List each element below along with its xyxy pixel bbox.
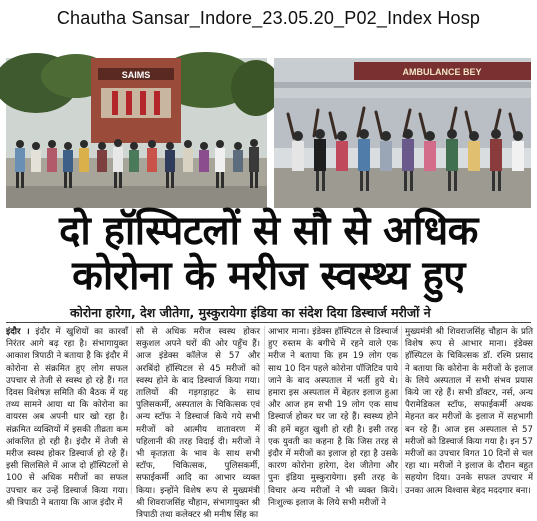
article-text-col-4: मुख्यमंत्री श्री शिवराजसिंह चौहान के प्रति विशेष रूप से आभार माना। इंडेक्स हॉस्पिटल के चिकित्सक डॉ. रश्मि प्रसाद ने बताया कि कोरोना के मरीजों के इलाज के लिये अस्पताल में सभी संभव प्रयास किये जा रहे हैं। सभी डॉक्टर, नर्स, अन्य पैरामेडिकल स्टॉफ, सफाईकर्मी अथक मेहनत कर मरीजों के इलाज में सहभागी बन रहे हैं। आज इस अस्पताल से 57 मरीजों को डिस्चार्ज किया गया है। इन 57 मरीजों का उपचार विगत 10 दिनों से चल रहा था। मरीजों ने इलाज के दौरान बहुत सहयोग दिया। उनके सफल उपचार में उनका आत्म विश्वास बेहद मददगार बना। <box>405 327 533 496</box>
hospital-sign-left: SAIMS <box>121 70 151 80</box>
column-separator <box>401 326 402 494</box>
page-caption: Chautha Sansar_Indore_23.05.20_P02_Index Hosp <box>56 8 481 28</box>
hospital-photo-left <box>6 58 267 208</box>
column-separator <box>131 326 132 494</box>
column-separator <box>264 326 265 494</box>
hospital-scene-right <box>274 58 531 208</box>
article-column-3 <box>268 326 398 508</box>
headline-line-1: दो हॉस्पिटलों से सौ से अधिक <box>59 208 478 254</box>
article-column-2 <box>136 326 260 521</box>
hospital-photo-right <box>274 58 531 208</box>
article-column-4 <box>405 326 533 498</box>
dateline: इंदौर । <box>6 327 30 337</box>
hospital-scene-left <box>6 58 267 208</box>
article-text-col-3: आभार माना। इंडेक्स हॉस्पिटल से डिस्चार्ज हुए रुस्तम के बगीचे में रहने वाले एक मरीज ने बताया कि हम 19 लोग एक साथ 10 दिन पहले कोरोना पॉजिटिव पाये जाने के बाद अस्पताल में भर्ती हुये थे। हमारा इस अस्पताल में बेहतर इलाज हुआ और आज हम सभी 19 लोग एक साथ डिस्चार्ज होकर घर जा रहे हैं। स्वस्थ्य होने की हमें बहुत खुशी हो रही है। इसी तरह एक युवती का कहना है कि जिस तरह से इंदौर में मरीजों का इलाज हो रहा है उसके कारण कोरोना हारेगा, देश जीतेगा और पुनः इंडिया मुस्कुरायेगा। इसी तरह के विचार अन्य मरीजों ने भी व्यक्त किये। निःशुल्क इलाज के लिये सभी मरीजों ने <box>268 327 398 508</box>
subheadline: कोरोना हारेगा, देश जीतेगा, मुस्कुरायेगा इंडिया का संदेश दिया डिस्चार्ज मरीजों ने <box>70 305 431 320</box>
ambulance-sign: AMBULANCE BEY <box>402 67 482 77</box>
article-text-col-2: सौ से अधिक मरीज स्वस्थ होकर सकुशल अपने घरों की ओर पहुँच हैं। आज इंडेक्स कॉलेज से 57 और अरबिंदो हॉस्पिटल से 45 मरीजों को स्वस्थ होने के बाद डिस्चार्ज किया गया। तालियों की गड़गड़ाहट के साथ पुलिसकर्मी, अस्पताल के चिकित्सक एवं अन्य स्टॉफ ने डिस्चार्ज किये गये सभी मरीजों को आत्मीय वातावरण में पहिलानी की तरह विदाई दी। मरीजों ने भी कृतज्ञता के भाव के साथ सभी स्टॉफ, चिकित्सक, पुलिसकर्मी, सफाईकर्मी आदि का आभार व्यक्त किया। इन्होंने विशेष रूप से मुख्यमंत्री श्री शिवराजसिंह चौहान, संभागायुक्त श्री त्रिपाठी तथा कलेक्टर श्री मनीष सिंह का <box>136 327 260 521</box>
section-divider <box>6 322 531 323</box>
article-column-1 <box>6 326 129 508</box>
article-text-col-1: इंदौर में खुशियों का कारवाँ निरंतर आगे बढ़ रहा है। संभागायुक्त आकाश त्रिपाठी ने बताया है कि इंदौर में कोरोना से संक्रमित हुए लोग सफल उपचार से तेजी से स्वस्थ हो रहे हैं। गत दिवस विशेषज्ञ समिति की बैठक में यह तथ्य सामने आया था कि कोरोना का वायरस अब अपनी धार खो रहा है। संक्रमित व्यक्तियों में इसकी तीव्रता कम आंकलित हो रही है। इंदौर में तेजी से मरीज स्वस्थ होकर डिस्चार्ज हो रहे हैं। इसी सिलसिले में आज दो हॉस्पिटलों से 100 से अधिक मरीजों का सफल उपचार कर उन्हें डिस्चार्ज किया गया। श्री त्रिपाठी ने बताया कि आज इंदौर में <box>6 327 129 508</box>
headline-line-2: कोरोना के मरीज स्वस्थ्य हुए <box>72 253 465 299</box>
